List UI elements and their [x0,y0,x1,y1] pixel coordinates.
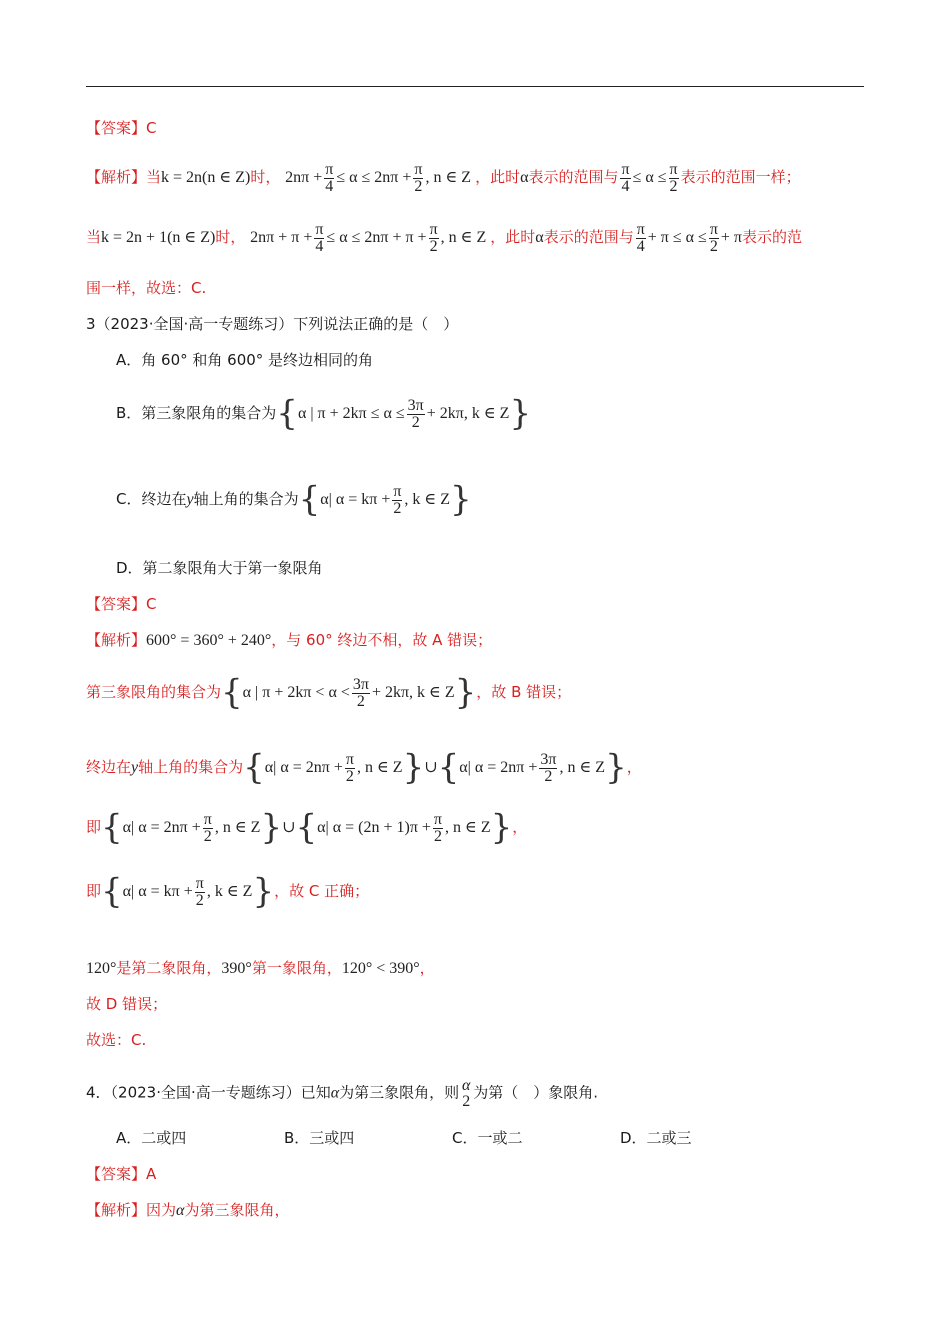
q4-option-d: D．二或三 [620,1129,692,1147]
question-3-stem: 3（2023·全国·高一专题练习）下列说法正确的是（ ） [86,315,459,333]
q4-option-c: C．一或二 [452,1129,523,1147]
q3-analysis-6: 120°是第二象限角，390°第一象限角，120° < 390°， [86,959,435,977]
q3-analysis-7: 故 D 错误； [86,995,168,1013]
analysis-line-2: 当k = 2n + 1(n ∈ Z)时， 2nπ + π + $\frac{\pi}{4}$ ≤ α ≤ 2nπ + π + $\frac{\pi}{2}$ , n ∈ Z ，此时α表示的范围与 $\frac{\pi}{4}$ + π ≤ α ≤ $\frac{\pi}{2}$ + π表示的范 [86,221,803,255]
analysis-tag: 【解析】 [86,168,147,187]
q4-answer: 【答案】A [86,1165,157,1183]
q4-analysis-1: 【解析】因为α为第三象限角， [86,1201,290,1219]
header-rule [86,86,864,87]
answer-tag: 【答案】 [86,119,147,137]
q4-option-a: A．二或四 [116,1129,187,1147]
q3-analysis-3: 终边在y轴上角的集合为{α| α = 2nπ + $\frac{\pi}{2}$ , n ∈ Z}∪{α| α = 2nπ + $\frac{3\pi}{2}$ , n ∈ Z}， [86,747,642,788]
analysis-line-1: 【解析】当k = 2n(n ∈ Z)时， 2nπ + $\frac{\pi}{4}$ ≤ α ≤ 2nπ + $\frac{\pi}{2}$ , n ∈ Z ，此时α表示的范围与 $\frac{\pi}{4}$ ≤ α ≤ $\frac{\pi}{2}$ 表示的范围一样； [86,161,801,195]
analysis-line-3: 围一样，故选：C. [86,279,207,297]
answer-value: C [146,119,157,137]
question-4-stem: 4．（2023·全国·高一专题练习）已知α为第三象限角，则 α 2 为第（ ）象限角. [86,1077,598,1110]
answer-line-1 [86,118,157,138]
q3-analysis-4: 即{α| α = 2nπ + $\frac{\pi}{2}$ , n ∈ Z}∪{α| α = (2n + 1)π + $\frac{\pi}{2}$ , n ∈ Z}， [86,807,528,848]
math-expr: 2nπ + $\frac{\pi}{4}$ ≤ α ≤ 2nπ + $\frac{\pi}{2}$ , n ∈ Z [285,161,472,195]
q3-option-a: A．角 60° 和角 600° 是终边相同的角 [116,351,374,369]
q3-option-d: D．第二象限角大于第一象限角 [116,559,323,577]
q3-option-b: B．第三象限角的集合为{α | π + 2kπ ≤ α ≤ $\frac{3\pi}{2}$ + 2kπ, k ∈ Z} [116,393,532,434]
q3-option-c: C．终边在y轴上角的集合为{α| α = kπ + $\frac{\pi}{2}$ , k ∈ Z} [116,479,472,520]
q4-option-b: B．三或四 [284,1129,355,1147]
q3-analysis-8: 故选：C. [86,1031,147,1049]
q3-answer: 【答案】C [86,595,157,613]
math-cond: k = 2n(n ∈ Z) [161,169,251,187]
q3-analysis-5: 即{α| α = kπ + $\frac{\pi}{2}$ , k ∈ Z}，故 C 正确； [86,871,370,912]
q3-analysis-2: 第三象限角的集合为{α | π + 2kπ < α < $\frac{3\pi}{2}$ + 2kπ, k ∈ Z}，故 B 错误； [86,672,572,713]
q4-options [116,1128,788,1148]
q3-analysis-1: 【解析】600° = 360° + 240°，与 60° 终边不相，故 A 错误； [86,631,493,649]
